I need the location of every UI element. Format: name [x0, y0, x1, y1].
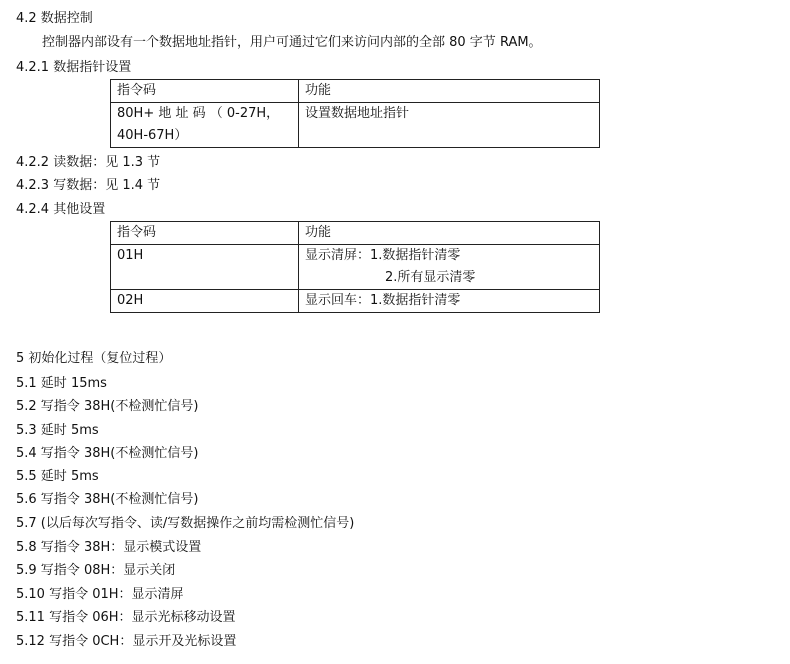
table-row — [111, 245, 600, 290]
function-line-1: 显示清屏：1.数据指针清零 — [305, 248, 461, 263]
section-4-2-intro: 控制器内部设有一个数据地址指针，用户可通过它们来访问内部的全部 80 字节 RAM。 — [42, 35, 542, 50]
list-item: 5.5 延时 5ms — [16, 469, 99, 484]
cell-instruction-code: 02H — [111, 290, 299, 313]
table-header-row — [111, 222, 600, 245]
section-4-2-4-heading: 4.2.4 其他设置 — [16, 202, 106, 217]
code-line-2: 40H-67H） — [117, 128, 188, 143]
list-item: 5.10 写指令 01H：显示清屏 — [16, 587, 184, 602]
header-instruction-code: 指令码 — [111, 222, 299, 245]
header-function: 功能 — [299, 80, 600, 103]
section-5-heading: 5 初始化过程（复位过程） — [16, 351, 172, 366]
cell-instruction-code: 01H — [111, 245, 299, 290]
list-item: 5.4 写指令 38H(不检测忙信号) — [16, 446, 199, 461]
list-item: 5.12 写指令 0CH：显示开及光标设置 — [16, 634, 237, 649]
section-4-2-1-heading: 4.2.1 数据指针设置 — [16, 60, 132, 75]
list-item: 5.9 写指令 08H：显示关闭 — [16, 563, 176, 578]
section-4-2-2: 4.2.2 读数据：见 1.3 节 — [16, 155, 161, 170]
cell-function: 显示回车：1.数据指针清零 — [299, 290, 600, 313]
list-item: 5.8 写指令 38H：显示模式设置 — [16, 540, 202, 555]
list-item: 5.7 (以后每次写指令、读/写数据操作之前均需检测忙信号) — [16, 516, 355, 531]
cell-function: 设置数据地址指针 — [299, 103, 600, 148]
section-4-2-heading: 4.2 数据控制 — [16, 11, 93, 26]
pointer-setup-table — [110, 79, 600, 148]
header-instruction-code: 指令码 — [111, 80, 299, 103]
table-header-row — [111, 80, 600, 103]
list-item: 5.2 写指令 38H(不检测忙信号) — [16, 399, 199, 414]
section-4-2-3: 4.2.3 写数据：见 1.4 节 — [16, 178, 161, 193]
list-item: 5.3 延时 5ms — [16, 423, 99, 438]
list-item: 5.6 写指令 38H(不检测忙信号) — [16, 492, 199, 507]
table-row — [111, 290, 600, 313]
list-item: 5.11 写指令 06H：显示光标移动设置 — [16, 610, 236, 625]
header-function: 功能 — [299, 222, 600, 245]
function-line-2: 2.所有显示清零 — [385, 270, 476, 285]
code-line-1: 80H+ 地 址 码 （ 0-27H， — [117, 106, 280, 121]
cell-function — [299, 245, 600, 290]
other-settings-table — [110, 221, 600, 313]
cell-instruction-code — [111, 103, 299, 148]
table-row — [111, 103, 600, 148]
list-item: 5.1 延时 15ms — [16, 376, 107, 391]
